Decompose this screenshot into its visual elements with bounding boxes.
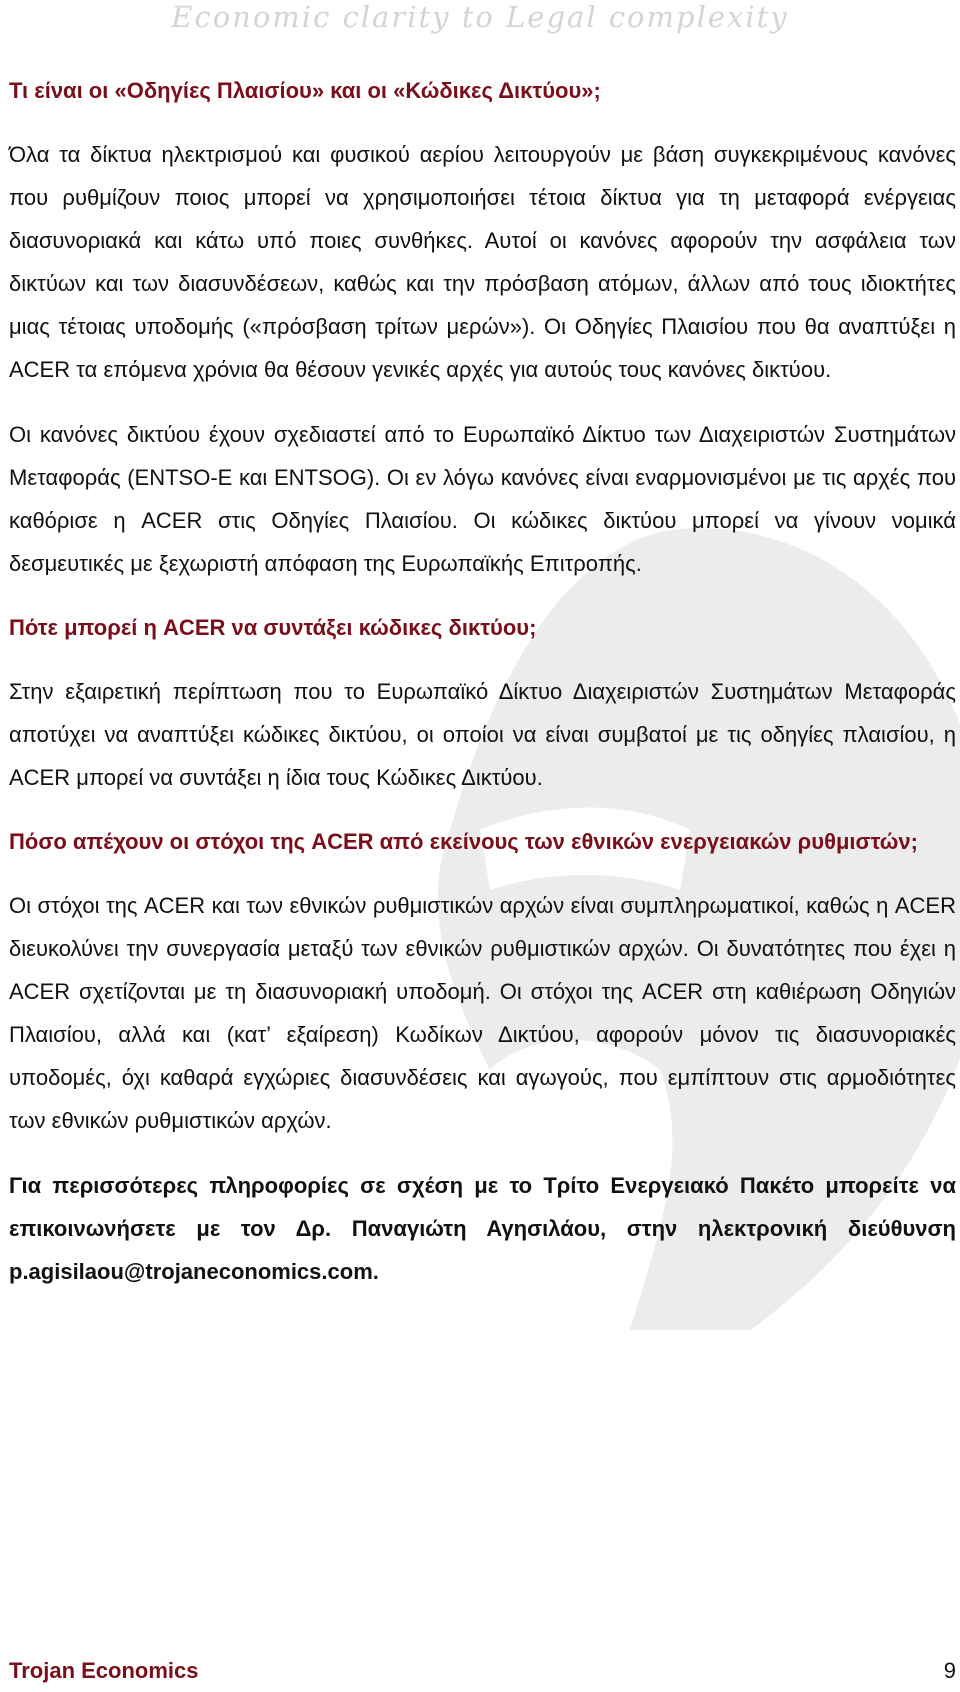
contact-text: Για περισσότερες πληροφορίες σε σχέση με το Τρίτο Ενεργειακό Πακέτο μπορείτε να επικοινωνήσετε με τον Δρ. Παναγιώτη Αγησιλάου, στην ηλεκτρονική διεύθυνση <box>9 1173 956 1241</box>
section-heading-national-regulators: Πόσο απέχουν οι στόχοι της ACER από εκείνους των εθνικών ενεργειακών ρυθμιστών; <box>9 829 918 854</box>
document-body <box>9 72 956 1293</box>
contact-paragraph <box>9 1164 956 1293</box>
section-heading-frameworks: Τι είναι οι «Οδηγίες Πλαισίου» και οι «Κώδικες Δικτύου»; <box>9 78 601 103</box>
paragraph: Όλα τα δίκτυα ηλεκτρισμού και φυσικού αερίου λειτουργούν με βάση συγκεκριμένους κανόνες που ρυθμίζουν ποιος μπορεί να χρησιμοποιήσει τέτοια δίκτυα για τη μεταφορά ενέργειας διασυνοριακά και κάτω υπό ποιες συνθήκες. Αυτοί οι κανόνες αφορούν την ασφάλεια των δικτύων και των διασυνδέσεων, καθώς και την πρόσβαση ατόμων, άλλων από τους ιδιοκτήτες μιας τέτοιας υποδομής («πρόσβαση τρίτων μερών»). Οι Οδηγίες Πλαισίου που θα αναπτύξει η ACER τα επόμενα χρόνια θα θέσουν γενικές αρχές για αυτούς τους κανόνες δικτύου. <box>9 142 956 382</box>
footer-brand: Trojan Economics <box>9 1658 199 1683</box>
paragraph: Οι στόχοι της ACER και των εθνικών ρυθμιστικών αρχών είναι συμπληρωματικοί, καθώς η ACER διευκολύνει την συνεργασία μεταξύ των εθνικών ρυθμιστικών αρχών. Οι δυνατότητες που έχει η ACER σχετίζονται με τη διασυνοριακή υποδομή. Οι στόχοι της ACER στη καθιέρωση Οδηγιών Πλαισίου, αλλά και (κατ’ εξαίρεση) Κωδίκων Δικτύου, αφορούν μόνον τις διασυνοριακές υποδομές, όχι καθαρά εγχώριες διασυνδέσεις και αγωγούς, που εμπίπτουν στις αρμοδιότητες των εθνικών ρυθμιστικών αρχών. <box>9 893 956 1133</box>
running-header-title: Economic clarity to Legal complexity <box>171 0 789 34</box>
contact-email-link[interactable]: p.agisilaou@trojaneconomics.com <box>9 1259 373 1284</box>
paragraph: Στην εξαιρετική περίπτωση που το Ευρωπαϊκό Δίκτυο Διαχειριστών Συστημάτων Μεταφοράς αποτύχει να αναπτύξει κώδικες δικτύου, οι οποίοι να είναι συμβατοί με τις οδηγίες πλαισίου, η ACER μπορεί να συντάξει η ίδια τους Κώδικες Δικτύου. <box>9 679 956 790</box>
page-number: 9 <box>943 1658 956 1683</box>
section-heading-acer-codes: Πότε μπορεί η ACER να συντάξει κώδικες δικτύου; <box>9 615 537 640</box>
page-footer <box>9 1655 956 1687</box>
contact-end: . <box>372 1259 379 1284</box>
paragraph: Οι κανόνες δικτύου έχουν σχεδιαστεί από το Ευρωπαϊκό Δίκτυο των Διαχειριστών Συστημάτων Μεταφοράς (ENTSO-E και ENTSOG). Οι εν λόγω κανόνες είναι εναρμονισμένοι με τις αρχές που καθόρισε η ACER στις Οδηγίες Πλαισίου. Οι κώδικες δικτύου μπορεί να γίνουν νομικά δεσμευτικές με ξεχωριστή απόφαση της Ευρωπαϊκής Επιτροπής. <box>9 422 956 576</box>
